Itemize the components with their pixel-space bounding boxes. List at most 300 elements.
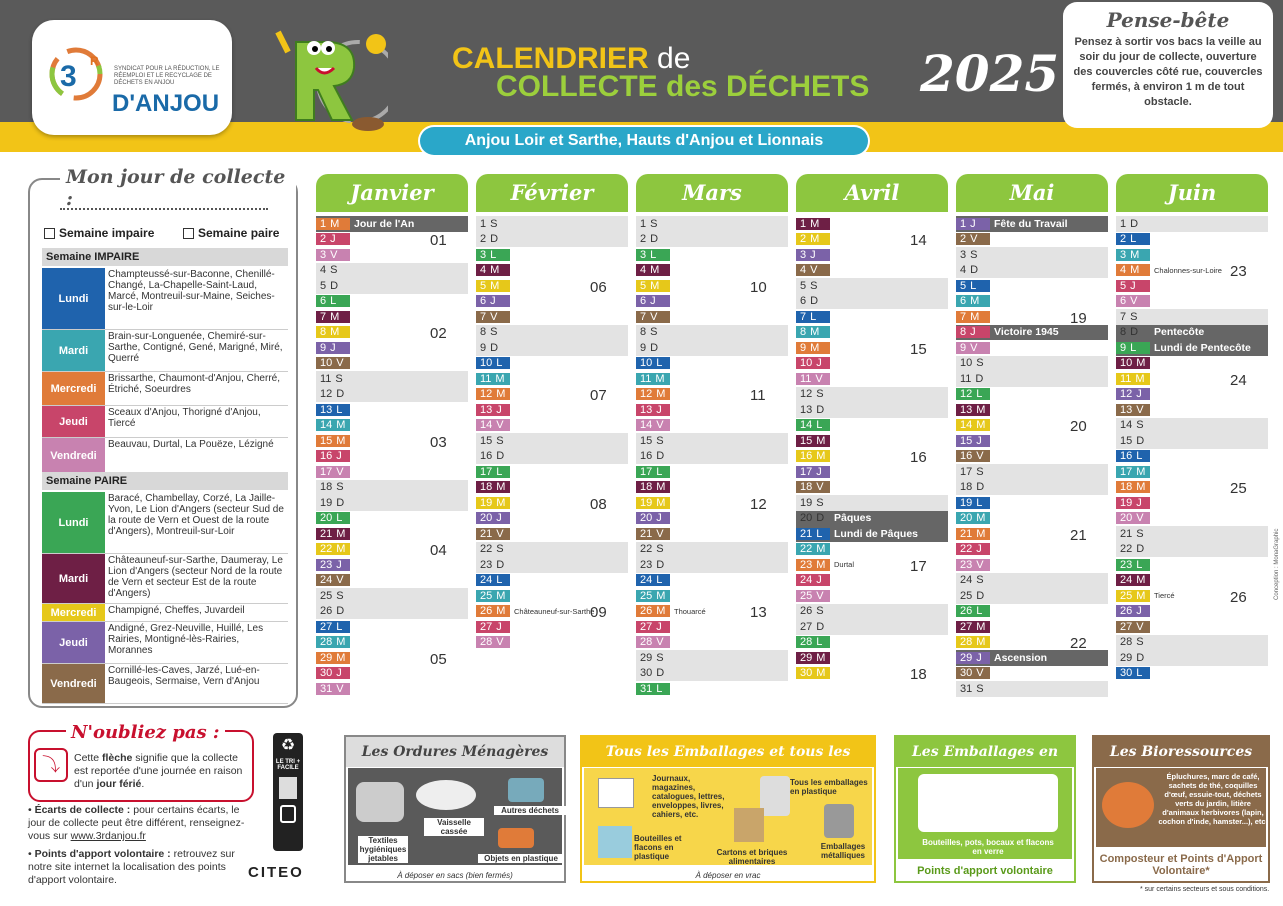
day-row[interactable] <box>316 263 468 279</box>
day-row[interactable] <box>1116 325 1268 341</box>
day-row[interactable] <box>1116 526 1268 542</box>
day-row[interactable] <box>316 356 468 372</box>
day-letter: M <box>650 279 660 292</box>
checkbox-icon[interactable] <box>183 228 194 239</box>
legend-row <box>42 330 288 372</box>
day-row[interactable] <box>1116 356 1268 372</box>
day-row[interactable] <box>476 573 628 589</box>
day-row[interactable] <box>956 247 1108 263</box>
day-letter: V <box>496 636 504 649</box>
day-row[interactable] <box>636 635 788 651</box>
box-emb-title: Tous les Emballages et tous les <box>582 737 874 767</box>
day-row[interactable] <box>476 325 628 341</box>
day-note: Pentecôte <box>1154 326 1205 339</box>
day-letter: J <box>650 295 656 308</box>
day-row[interactable] <box>1116 387 1268 403</box>
day-letter: L <box>816 419 823 432</box>
day-letter: V <box>816 589 824 602</box>
day-number: 11 <box>960 372 972 385</box>
day-row[interactable] <box>956 433 1108 449</box>
day-row[interactable] <box>1116 511 1268 527</box>
day-row[interactable] <box>1116 573 1268 589</box>
day-number: 16 <box>640 450 653 463</box>
day-row[interactable] <box>1116 247 1268 263</box>
day-number: 5 <box>320 279 327 292</box>
day-row[interactable] <box>636 542 788 558</box>
day-letter: M <box>970 310 980 323</box>
day-letter: M <box>336 543 346 556</box>
day-row[interactable] <box>956 619 1108 635</box>
day-number: 23 <box>320 558 333 571</box>
day-number: 30 <box>320 667 333 680</box>
day-letter: M <box>496 496 506 509</box>
box-bio-foot: Composteur et Points d'Apport Volontaire* <box>1099 853 1263 877</box>
day-row[interactable] <box>476 619 628 635</box>
day-letter: V <box>1136 512 1144 525</box>
day-letter: M <box>1130 264 1140 277</box>
week-number: 01 <box>430 232 447 249</box>
day-row[interactable] <box>636 433 788 449</box>
day-row[interactable] <box>316 604 468 620</box>
box-bio-body <box>1096 768 1266 847</box>
day-row[interactable] <box>636 356 788 372</box>
day-row[interactable] <box>1116 278 1268 294</box>
mascot-r-icon <box>268 12 388 134</box>
day-row[interactable] <box>956 449 1108 465</box>
day-row[interactable] <box>636 464 788 480</box>
day-number: 14 <box>640 419 653 432</box>
day-row[interactable] <box>956 542 1108 558</box>
day-row[interactable] <box>316 495 468 511</box>
day-letter: M <box>330 326 340 339</box>
day-row[interactable] <box>796 542 948 558</box>
day-row[interactable] <box>316 216 468 232</box>
day-row[interactable] <box>796 418 948 434</box>
day-row[interactable] <box>316 371 468 387</box>
day-letter: S <box>816 496 824 509</box>
day-letter: V <box>336 574 344 587</box>
day-row[interactable] <box>1116 433 1268 449</box>
newspapers-icon <box>598 778 634 808</box>
day-letter: L <box>976 496 983 509</box>
day-row[interactable] <box>796 263 948 279</box>
day-row[interactable] <box>796 294 948 310</box>
day-row[interactable] <box>956 371 1108 387</box>
day-row[interactable] <box>476 294 628 310</box>
day-letter: S <box>976 357 984 370</box>
day-row[interactable] <box>1116 216 1268 232</box>
day-row[interactable] <box>476 340 628 356</box>
day-row[interactable] <box>636 247 788 263</box>
day-row[interactable] <box>316 278 468 294</box>
day-row[interactable] <box>796 216 948 232</box>
day-row[interactable] <box>1116 650 1268 666</box>
day-row[interactable] <box>316 480 468 496</box>
day-row[interactable] <box>1116 449 1268 465</box>
day-row[interactable] <box>1116 418 1268 434</box>
day-row[interactable] <box>956 278 1108 294</box>
day-row[interactable] <box>1116 402 1268 418</box>
day-row[interactable] <box>636 526 788 542</box>
om-item-plastique: Objets en plastique <box>478 854 564 863</box>
day-row[interactable] <box>796 278 948 294</box>
day-letter: D <box>975 372 984 385</box>
day-row[interactable] <box>316 557 468 573</box>
day-row[interactable] <box>476 511 628 527</box>
day-row[interactable] <box>316 619 468 635</box>
day-number: 15 <box>1120 434 1133 447</box>
day-note: Châteauneuf-sur-Sarthe <box>514 606 595 616</box>
day-row[interactable] <box>796 371 948 387</box>
day-number: 29 <box>320 651 333 664</box>
day-number: 4 <box>960 264 967 277</box>
day-row[interactable] <box>316 526 468 542</box>
day-row[interactable] <box>636 650 788 666</box>
day-letter: D <box>496 558 505 571</box>
day-row[interactable] <box>796 402 948 418</box>
day-row[interactable] <box>956 325 1108 341</box>
day-number: 2 <box>800 233 807 246</box>
day-row[interactable] <box>1116 666 1268 682</box>
day-row[interactable] <box>476 371 628 387</box>
logo-3r-anjou[interactable] <box>32 20 232 135</box>
day-letter: S <box>490 326 498 339</box>
day-row[interactable] <box>796 309 948 325</box>
day-row[interactable] <box>476 464 628 480</box>
legend-day: Mercredi <box>42 604 105 621</box>
day-row[interactable] <box>476 247 628 263</box>
day-row[interactable] <box>636 325 788 341</box>
even-checkbox[interactable]: Semaine paire <box>183 226 279 240</box>
day-row[interactable] <box>956 294 1108 310</box>
day-row[interactable] <box>796 464 948 480</box>
box-verre-body <box>898 768 1072 859</box>
day-row[interactable] <box>1116 619 1268 635</box>
day-letter: V <box>815 372 823 385</box>
day-letter: D <box>650 341 659 354</box>
day-letter: V <box>656 636 664 649</box>
day-letter: L <box>976 605 983 618</box>
day-letter: L <box>1136 450 1143 463</box>
day-row[interactable] <box>796 635 948 651</box>
website-link[interactable]: www.3rdanjou.fr <box>70 830 146 842</box>
day-number: 27 <box>960 620 973 633</box>
day-row[interactable] <box>476 635 628 651</box>
day-letter: S <box>816 388 824 401</box>
day-number: 12 <box>800 388 813 401</box>
day-letter: L <box>970 279 977 292</box>
day-row[interactable] <box>316 340 468 356</box>
day-row[interactable] <box>956 511 1108 527</box>
day-row[interactable] <box>1116 340 1268 356</box>
day-row[interactable] <box>476 263 628 279</box>
box-om-body <box>348 768 562 865</box>
day-row[interactable] <box>636 557 788 573</box>
day-letter: J <box>336 558 342 571</box>
day-row[interactable] <box>1116 635 1268 651</box>
day-number: 21 <box>960 527 973 540</box>
day-row[interactable] <box>956 573 1108 589</box>
day-row[interactable] <box>316 666 468 682</box>
day-row[interactable] <box>636 619 788 635</box>
day-row[interactable] <box>316 309 468 325</box>
day-number: 24 <box>320 574 333 587</box>
day-number: 25 <box>960 589 973 602</box>
day-number: 5 <box>480 279 487 292</box>
week-number: 09 <box>590 604 607 621</box>
day-row[interactable] <box>956 232 1108 248</box>
day-row[interactable] <box>796 588 948 604</box>
legend-day: Lundi <box>42 268 105 329</box>
day-number: 2 <box>480 233 487 246</box>
day-letter: M <box>1130 248 1140 261</box>
day-row[interactable] <box>636 309 788 325</box>
box-om-title: Les Ordures Ménagères <box>346 737 564 767</box>
day-letter: V <box>330 248 338 261</box>
day-row[interactable] <box>796 433 948 449</box>
day-row[interactable] <box>956 604 1108 620</box>
day-number: 14 <box>800 419 813 432</box>
week-number: 20 <box>1070 418 1087 435</box>
day-letter: M <box>336 527 346 540</box>
title-line-2: COLLECTE des DÉCHETS <box>496 70 870 103</box>
day-row[interactable] <box>636 371 788 387</box>
day-row[interactable] <box>956 263 1108 279</box>
emb-item-papiers: Journaux, magazines, catalogues, lettres, enveloppes, livres, cahiers, etc. <box>652 774 725 819</box>
day-number: 5 <box>1120 279 1127 292</box>
logo-anjou: D'ANJOU <box>112 90 220 117</box>
day-letter: D <box>816 403 825 416</box>
day-number: 18 <box>320 481 333 494</box>
day-row[interactable] <box>316 681 468 697</box>
day-number: 24 <box>800 574 813 587</box>
day-letter: V <box>336 357 344 370</box>
day-note: Fête du Travail <box>994 217 1068 230</box>
day-number: 20 <box>960 512 973 525</box>
day-row[interactable] <box>316 449 468 465</box>
day-row[interactable] <box>796 356 948 372</box>
day-number: 17 <box>320 465 333 478</box>
day-letter: M <box>976 512 986 525</box>
day-letter: D <box>650 233 659 246</box>
day-number: 21 <box>480 527 493 540</box>
day-number: 4 <box>800 264 807 277</box>
day-letter: S <box>336 589 344 602</box>
day-letter: J <box>656 512 662 525</box>
pense-bete-title: Pense-bête <box>1106 8 1230 32</box>
day-number: 6 <box>320 295 327 308</box>
day-number: 17 <box>1120 465 1133 478</box>
day-row[interactable] <box>1116 604 1268 620</box>
day-letter: M <box>336 651 346 664</box>
day-row[interactable] <box>636 449 788 465</box>
day-row[interactable] <box>636 418 788 434</box>
day-row[interactable] <box>956 340 1108 356</box>
day-row[interactable] <box>1116 232 1268 248</box>
day-row[interactable] <box>636 294 788 310</box>
day-row[interactable] <box>316 511 468 527</box>
day-row[interactable] <box>476 433 628 449</box>
day-number: 14 <box>1120 419 1133 432</box>
day-row[interactable] <box>636 480 788 496</box>
day-row[interactable] <box>316 635 468 651</box>
day-row[interactable] <box>316 573 468 589</box>
day-row[interactable] <box>476 480 628 496</box>
day-row[interactable] <box>476 542 628 558</box>
day-letter: M <box>810 341 820 354</box>
day-number: 9 <box>640 341 647 354</box>
day-row[interactable] <box>476 557 628 573</box>
day-row[interactable] <box>956 495 1108 511</box>
week-number: 17 <box>910 557 927 575</box>
day-row[interactable] <box>1116 495 1268 511</box>
day-number: 28 <box>480 636 493 649</box>
week-number: 11 <box>750 387 766 404</box>
day-number: 11 <box>320 372 332 385</box>
day-letter: V <box>976 450 984 463</box>
day-row[interactable] <box>636 666 788 682</box>
day-letter: L <box>656 465 663 478</box>
month-days <box>1116 216 1268 681</box>
day-number: 23 <box>800 558 813 571</box>
day-row[interactable] <box>956 681 1108 697</box>
day-row[interactable] <box>1116 309 1268 325</box>
day-number: 22 <box>320 543 333 556</box>
day-letter: D <box>656 450 665 463</box>
day-letter: V <box>1136 620 1144 633</box>
day-row[interactable] <box>1116 557 1268 573</box>
day-row[interactable] <box>796 247 948 263</box>
day-row[interactable] <box>956 464 1108 480</box>
day-row[interactable] <box>476 588 628 604</box>
day-row[interactable] <box>1116 294 1268 310</box>
day-letter: M <box>1136 465 1146 478</box>
day-row[interactable] <box>316 247 468 263</box>
day-row[interactable] <box>476 309 628 325</box>
day-row[interactable] <box>636 402 788 418</box>
day-letter: V <box>336 465 344 478</box>
day-number: 1 <box>320 217 327 230</box>
day-row[interactable] <box>636 340 788 356</box>
odd-checkbox[interactable]: Semaine impaire <box>44 226 154 240</box>
day-letter: M <box>656 589 666 602</box>
day-number: 22 <box>640 543 653 556</box>
month-header: Février <box>476 174 628 212</box>
day-number: 29 <box>640 651 653 664</box>
day-row[interactable] <box>796 511 948 527</box>
day-letter: L <box>330 295 337 308</box>
day-number: 15 <box>320 434 333 447</box>
checkbox-icon[interactable] <box>44 228 55 239</box>
day-row[interactable] <box>956 480 1108 496</box>
day-letter: V <box>1136 403 1144 416</box>
day-letter: S <box>496 434 504 447</box>
day-letter: J <box>970 217 976 230</box>
legend-title: Mon jour de collecte : <box>60 166 296 210</box>
day-row[interactable] <box>796 619 948 635</box>
day-row[interactable] <box>476 402 628 418</box>
day-row[interactable] <box>796 650 948 666</box>
day-row[interactable] <box>1116 542 1268 558</box>
day-row[interactable] <box>956 216 1108 232</box>
day-row[interactable] <box>636 573 788 589</box>
day-row[interactable] <box>796 604 948 620</box>
day-row[interactable] <box>956 387 1108 403</box>
day-number: 25 <box>640 589 653 602</box>
day-row[interactable] <box>476 418 628 434</box>
day-row[interactable] <box>956 402 1108 418</box>
day-number: 10 <box>1120 357 1133 370</box>
month-header: Juin <box>1116 174 1268 212</box>
day-row[interactable] <box>316 294 468 310</box>
day-number: 10 <box>480 357 493 370</box>
day-letter: M <box>496 589 506 602</box>
day-row[interactable] <box>796 526 948 542</box>
day-row[interactable] <box>636 232 788 248</box>
day-row[interactable] <box>636 511 788 527</box>
day-row[interactable] <box>476 232 628 248</box>
day-row[interactable] <box>316 588 468 604</box>
day-number: 3 <box>960 248 967 261</box>
day-row[interactable] <box>956 650 1108 666</box>
day-row[interactable] <box>316 387 468 403</box>
day-row[interactable] <box>1116 464 1268 480</box>
day-row[interactable] <box>796 573 948 589</box>
day-number: 24 <box>1120 574 1133 587</box>
day-row[interactable] <box>956 557 1108 573</box>
day-number: 2 <box>1120 233 1127 246</box>
day-row[interactable] <box>316 418 468 434</box>
day-note: Lundi de Pentecôte <box>1154 341 1251 354</box>
day-number: 9 <box>320 341 327 354</box>
day-number: 11 <box>640 372 652 385</box>
day-number: 9 <box>480 341 487 354</box>
day-row[interactable] <box>796 387 948 403</box>
day-row[interactable] <box>796 480 948 496</box>
day-row[interactable] <box>636 588 788 604</box>
citeo-logo: CITEO <box>248 864 304 881</box>
day-row[interactable] <box>796 495 948 511</box>
day-row[interactable] <box>956 666 1108 682</box>
day-letter: M <box>655 372 665 385</box>
day-row[interactable] <box>636 216 788 232</box>
day-letter: D <box>656 558 665 571</box>
legend-row <box>42 268 288 330</box>
day-row[interactable] <box>636 263 788 279</box>
day-letter: L <box>336 403 343 416</box>
day-number: 19 <box>960 496 973 509</box>
day-row[interactable] <box>316 402 468 418</box>
day-letter: L <box>1136 667 1143 680</box>
day-row[interactable] <box>956 356 1108 372</box>
day-row[interactable] <box>476 356 628 372</box>
day-row[interactable] <box>476 449 628 465</box>
legend-towns: Cornillé-les-Caves, Jarzé, Lué-en-Baugeois, Sermaise, Vern d'Anjou <box>108 665 260 687</box>
day-number: 26 <box>1120 605 1133 618</box>
day-row[interactable] <box>796 325 948 341</box>
day-number: 6 <box>480 295 487 308</box>
day-number: 26 <box>640 605 653 618</box>
day-row[interactable] <box>316 464 468 480</box>
day-row[interactable] <box>476 216 628 232</box>
day-number: 20 <box>640 512 653 525</box>
day-letter: D <box>496 450 505 463</box>
day-letter: M <box>976 527 986 540</box>
day-row[interactable] <box>636 681 788 697</box>
day-row[interactable] <box>476 526 628 542</box>
day-letter: S <box>810 279 818 292</box>
day-row[interactable] <box>956 588 1108 604</box>
